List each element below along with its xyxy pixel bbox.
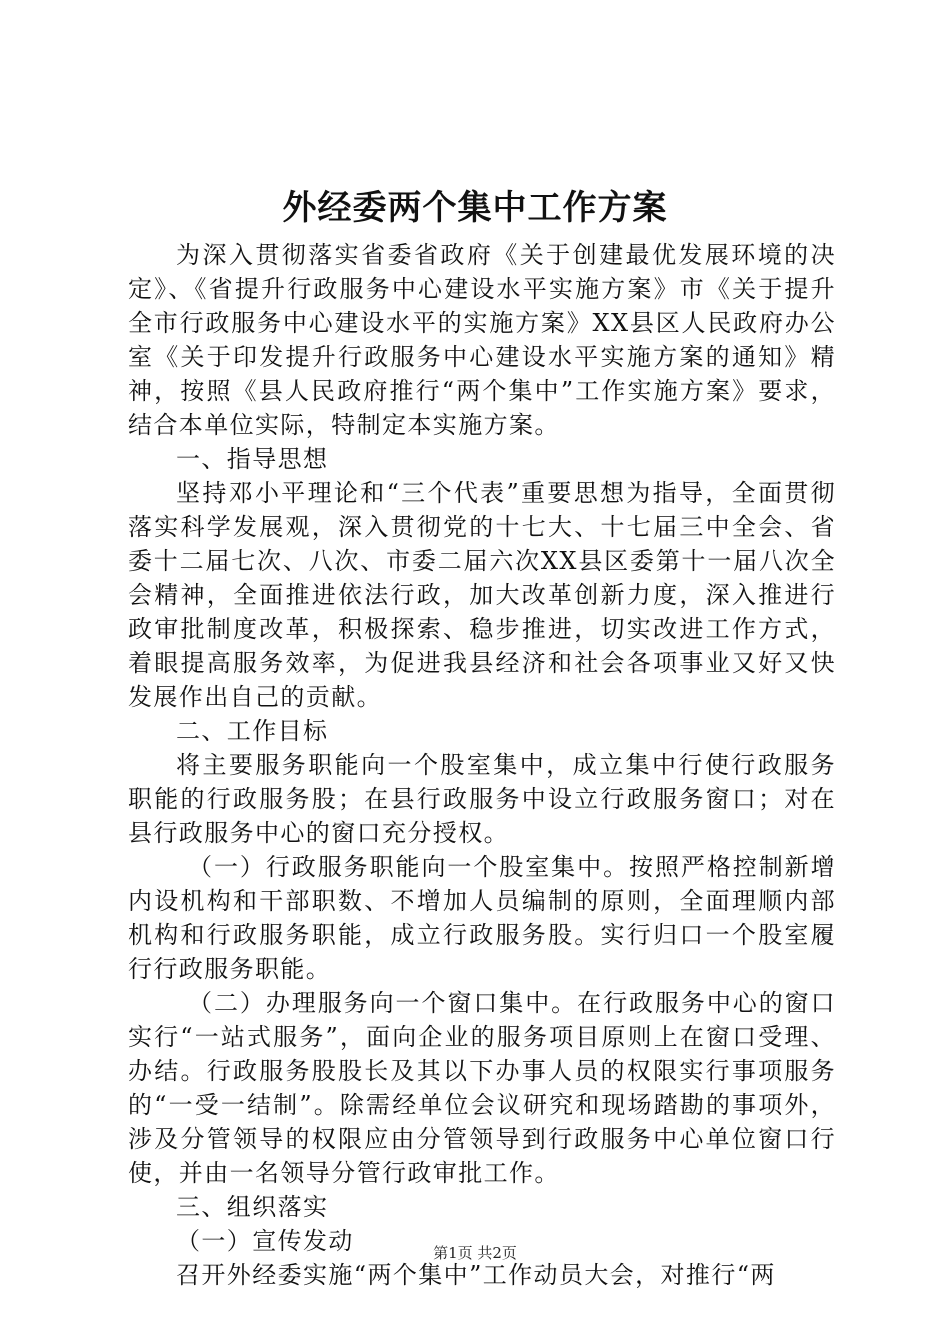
section-heading-organization: 三、组织落实 (176, 1193, 329, 1221)
subsection-heading-publicity: （一）宣传发动 (176, 1227, 354, 1255)
document-body (128, 238, 836, 1292)
page-number-footer: 第1页 共2页 (433, 1244, 517, 1262)
document-title: 外经委两个集中工作方案 (282, 188, 668, 228)
work-goals-paragraph: 将主要服务职能向一个股室集中，成立集中行使行政服务职能的行政服务股；在县行政服务中设立行政服务窗口；对在县行政服务中心的窗口充分授权。 (128, 751, 836, 847)
work-goal-item-2: （二）办理服务向一个窗口集中。在行政服务中心的窗口实行“一站式服务”，面向企业的服务项目原则上在窗口受理、办结。行政服务股股长及其以下办事人员的权限实行事项服务的“一受一结制”。除需经单位会议研究和现场踏勘的事项外，涉及分管领导的权限应由分管领导到行政服务中心单位窗口行使，并由一名领导分管行政审批工作。 (128, 989, 836, 1187)
guiding-ideology-paragraph: 坚持邓小平理论和“三个代表”重要思想为指导，全面贯彻落实科学发展观，深入贯彻党的十七大、十七届三中全会、省委十二届七次、八次、市委二届六次XX县区委第十一届八次全会精神，全面推进依法行政，加大改革创新力度，深入推进行政审批制度改革，积极探索、稳步推进，切实改进工作方式，着眼提高服务效率，为促进我县经济和社会各项事业又好又快发展作出自己的贡献。 (128, 479, 836, 711)
section-heading-work-goals: 二、工作目标 (176, 717, 329, 745)
section-heading-guiding-ideology: 一、指导思想 (176, 445, 329, 473)
intro-paragraph: 为深入贯彻落实省委省政府《关于创建最优发展环境的决定》、《省提升行政服务中心建设水平实施方案》市《关于提升全市行政服务中心建设水平的实施方案》XX县区人民政府办公室《关于印发提升行政服务中心建设水平实施方案的通知》精神，按照《县人民政府推行“两个集中”工作实施方案》要求，结合本单位实际，特制定本实施方案。 (128, 241, 836, 439)
work-goal-item-1: （一）行政服务职能向一个股室集中。按照严格控制新增内设机构和干部职数、不增加人员编制的原则，全面理顺内部机构和行政服务职能，成立行政服务股。实行归口一个股室履行行政服务职能。 (128, 853, 836, 983)
publicity-paragraph: 召开外经委实施“两个集中”工作动员大会，对推行“两 (176, 1261, 776, 1289)
